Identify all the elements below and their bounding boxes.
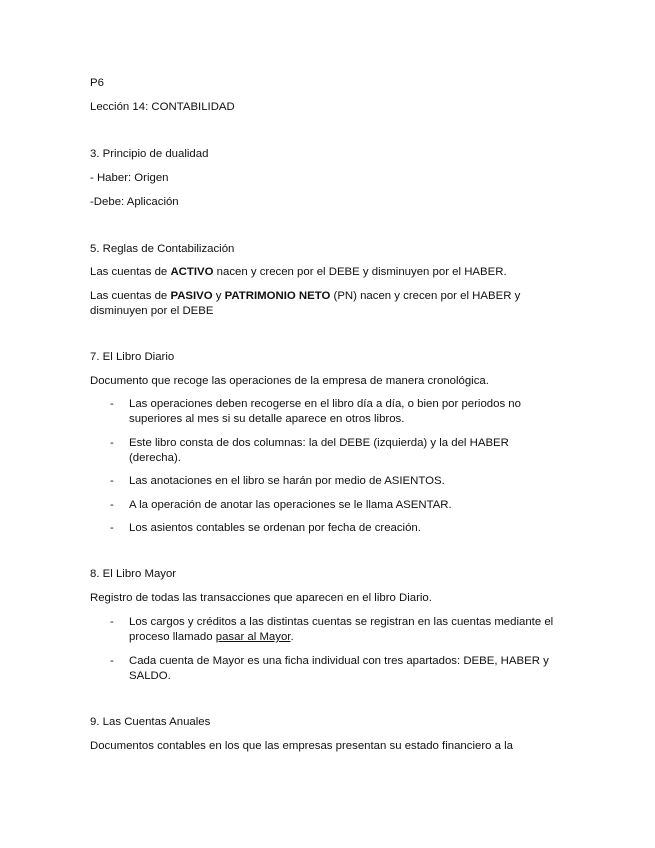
list-item-text: Cada cuenta de Mayor es una ficha individual con tres apartados: DEBE, HABER y SALDO.: [129, 655, 549, 682]
section-3-haber: - Haber: Origen: [90, 172, 169, 184]
rule-pasivo-mid: y: [212, 290, 225, 302]
list-item-text: Las anotaciones en el libro se harán por medio de ASIENTOS.: [129, 475, 445, 487]
rule-activo-post: nacen y crecen por el DEBE y disminuyen por el HABER.: [213, 266, 507, 278]
list-item-text: Los asientos contables se ordenan por fecha de creación.: [129, 522, 421, 534]
rule-activo: [90, 265, 560, 280]
list-item-text-pre: Los cargos y créditos a las distintas cuentas se registran en las cuentas mediante el proceso llamado: [129, 616, 554, 643]
bullet-dash: -: [110, 398, 114, 410]
pasar-al-mayor-link[interactable]: pasar al Mayor: [215, 631, 291, 643]
section-5-heading: 5. Reglas de Contabilización: [90, 243, 235, 255]
rule-pasivo: [90, 289, 545, 319]
bullet-dash: -: [110, 522, 114, 534]
rule-pasivo-pre: Las cuentas de: [90, 290, 171, 302]
rule-pasivo-post: (PN) nacen y crecen por el HABER y disminuyen por el DEBE: [90, 290, 521, 317]
section-8-intro: Registro de todas las transacciones que aparecen en el libro Diario.: [90, 592, 432, 604]
section-8-heading: 8. El Libro Mayor: [90, 568, 177, 580]
section-9-heading: 9. Las Cuentas Anuales: [90, 716, 211, 728]
section-9-intro: Documentos contables en los que las empresas presentan su estado financiero a la: [90, 740, 513, 752]
lesson-title: Lección 14: CONTABILIDAD: [90, 101, 235, 113]
rule-pasivo-bold: PASIVO: [170, 290, 213, 302]
list-item-text-post: .: [290, 631, 294, 643]
bullet-dash: -: [110, 655, 114, 667]
list-item-text: [129, 615, 561, 645]
bullet-dash: -: [110, 437, 114, 449]
page-number: P6: [90, 77, 104, 89]
section-7-heading: 7. El Libro Diario: [90, 351, 175, 363]
rule-patrimonio-bold: PATRIMONIO NETO: [224, 290, 331, 302]
section-3-heading: 3. Principio de dualidad: [90, 148, 209, 160]
list-item-text: Este libro consta de dos columnas: la del DEBE (izquierda) y la del HABER (derecha).: [129, 437, 509, 464]
section-3-debe: -Debe: Aplicación: [90, 196, 179, 208]
bullet-dash: -: [110, 475, 114, 487]
list-item-text: A la operación de anotar las operaciones se le llama ASENTAR.: [129, 499, 452, 511]
bullet-dash: -: [110, 616, 114, 628]
bullet-dash: -: [110, 499, 114, 511]
rule-activo-bold: ACTIVO: [170, 266, 214, 278]
rule-activo-pre: Las cuentas de: [90, 266, 171, 278]
section-7-intro: Documento que recoge las operaciones de la empresa de manera cronológica.: [90, 375, 489, 387]
list-item-text: Las operaciones deben recogerse en el libro día a día, o bien por periodos no superiores al mes si su detalle aparece en otros libros.: [129, 398, 521, 425]
